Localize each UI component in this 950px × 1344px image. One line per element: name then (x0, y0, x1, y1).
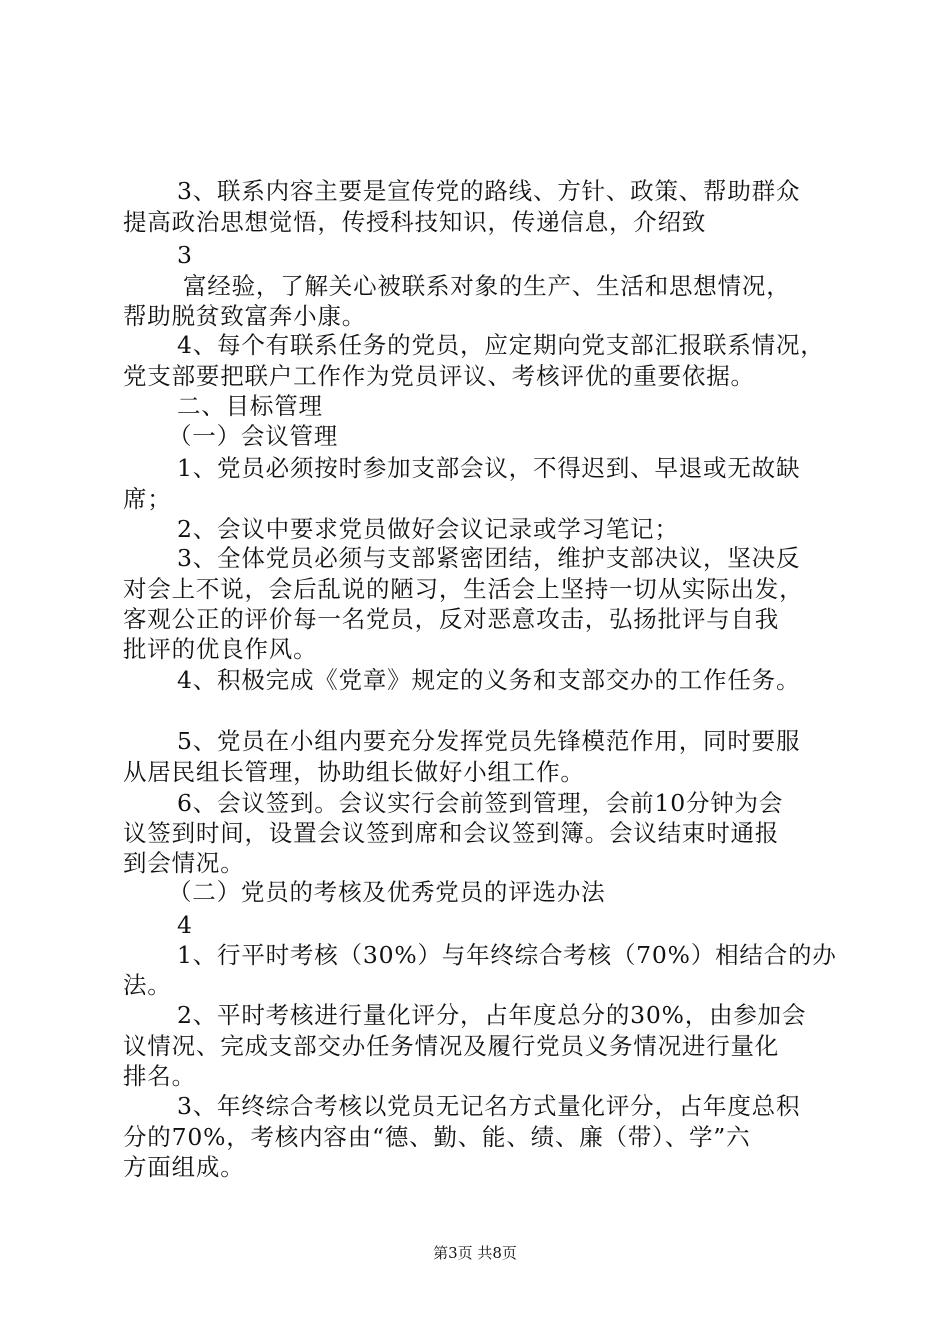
text-line: 4、每个有联系任务的党员，应定期向党支部汇报联系情况， (177, 331, 825, 359)
text-line: 从居民组长管理，协助组长做好小组工作。 (123, 758, 585, 786)
text-line: 排名。 (123, 1062, 196, 1090)
text-line: 党支部要把联户工作作为党员评议、考核评优的重要依据。 (123, 362, 755, 390)
page-number-marker: 4 (177, 911, 193, 939)
text-line: 提高政治思想觉悟，传授科技知识，传递信息，介绍致 (123, 208, 707, 236)
subsection-heading: （一）会议管理 (168, 422, 339, 450)
text-line: 法。 (123, 971, 172, 999)
text-line: 分的70%，考核内容由“德、勤、能、绩、廉（带）、学”六 (123, 1123, 751, 1151)
text-line: 5、党员在小组内要充分发挥党员先锋模范作用，同时要服 (177, 727, 801, 755)
text-line: 到会情况。 (123, 849, 245, 877)
text-line: 对会上不说，会后乱说的陋习，生活会上坚持一切从实际出发， (123, 575, 804, 603)
text-line: 富经验，了解关心被联系对象的生产、生活和思想情况， (183, 272, 791, 300)
text-line: 2、会议中要求党员做好会议记录或学习笔记； (177, 515, 679, 543)
text-line: 4、积极完成《党章》规定的义务和支部交办的工作任务。 (177, 666, 801, 694)
subsection-heading: （二）党员的考核及优秀党员的评选办法 (168, 878, 606, 906)
text-line: 1、行平时考核（30%）与年终综合考核（70%）相结合的办 (177, 941, 837, 969)
text-line: 3、年终综合考核以党员无记名方式量化评分，占年度总积 (177, 1092, 801, 1120)
text-line: 2、平时考核进行量化评分，占年度总分的30%，由参加会 (177, 1001, 807, 1029)
text-line: 6、会议签到。会议实行会前签到管理，会前10分钟为会 (177, 789, 784, 817)
text-line: 方面组成。 (123, 1153, 245, 1181)
text-line: 客观公正的评价每一名党员，反对恶意攻击，弘扬批评与自我 (123, 605, 780, 633)
text-line: 议签到时间，设置会议签到席和会议签到簿。会议结束时通报 (123, 819, 780, 847)
text-line: 3、全体党员必须与支部紧密团结，维护支部决议，坚决反 (177, 544, 801, 572)
section-heading: 二、目标管理 (177, 392, 323, 420)
text-line: 席； (123, 485, 172, 513)
page-footer: 第3页 共8页 (433, 1244, 517, 1262)
text-line: 议情况、完成支部交办任务情况及履行党员义务情况进行量化 (123, 1032, 780, 1060)
page-number-marker: 3 (177, 241, 193, 269)
text-line: 帮助脱贫致富奔小康。 (123, 302, 366, 330)
text-line: 1、党员必须按时参加支部会议，不得迟到、早退或无故缺 (177, 454, 801, 482)
text-line: 3、联系内容主要是宣传党的路线、方针、政策、帮助群众 (177, 177, 801, 205)
text-line: 批评的优良作风。 (123, 635, 318, 663)
